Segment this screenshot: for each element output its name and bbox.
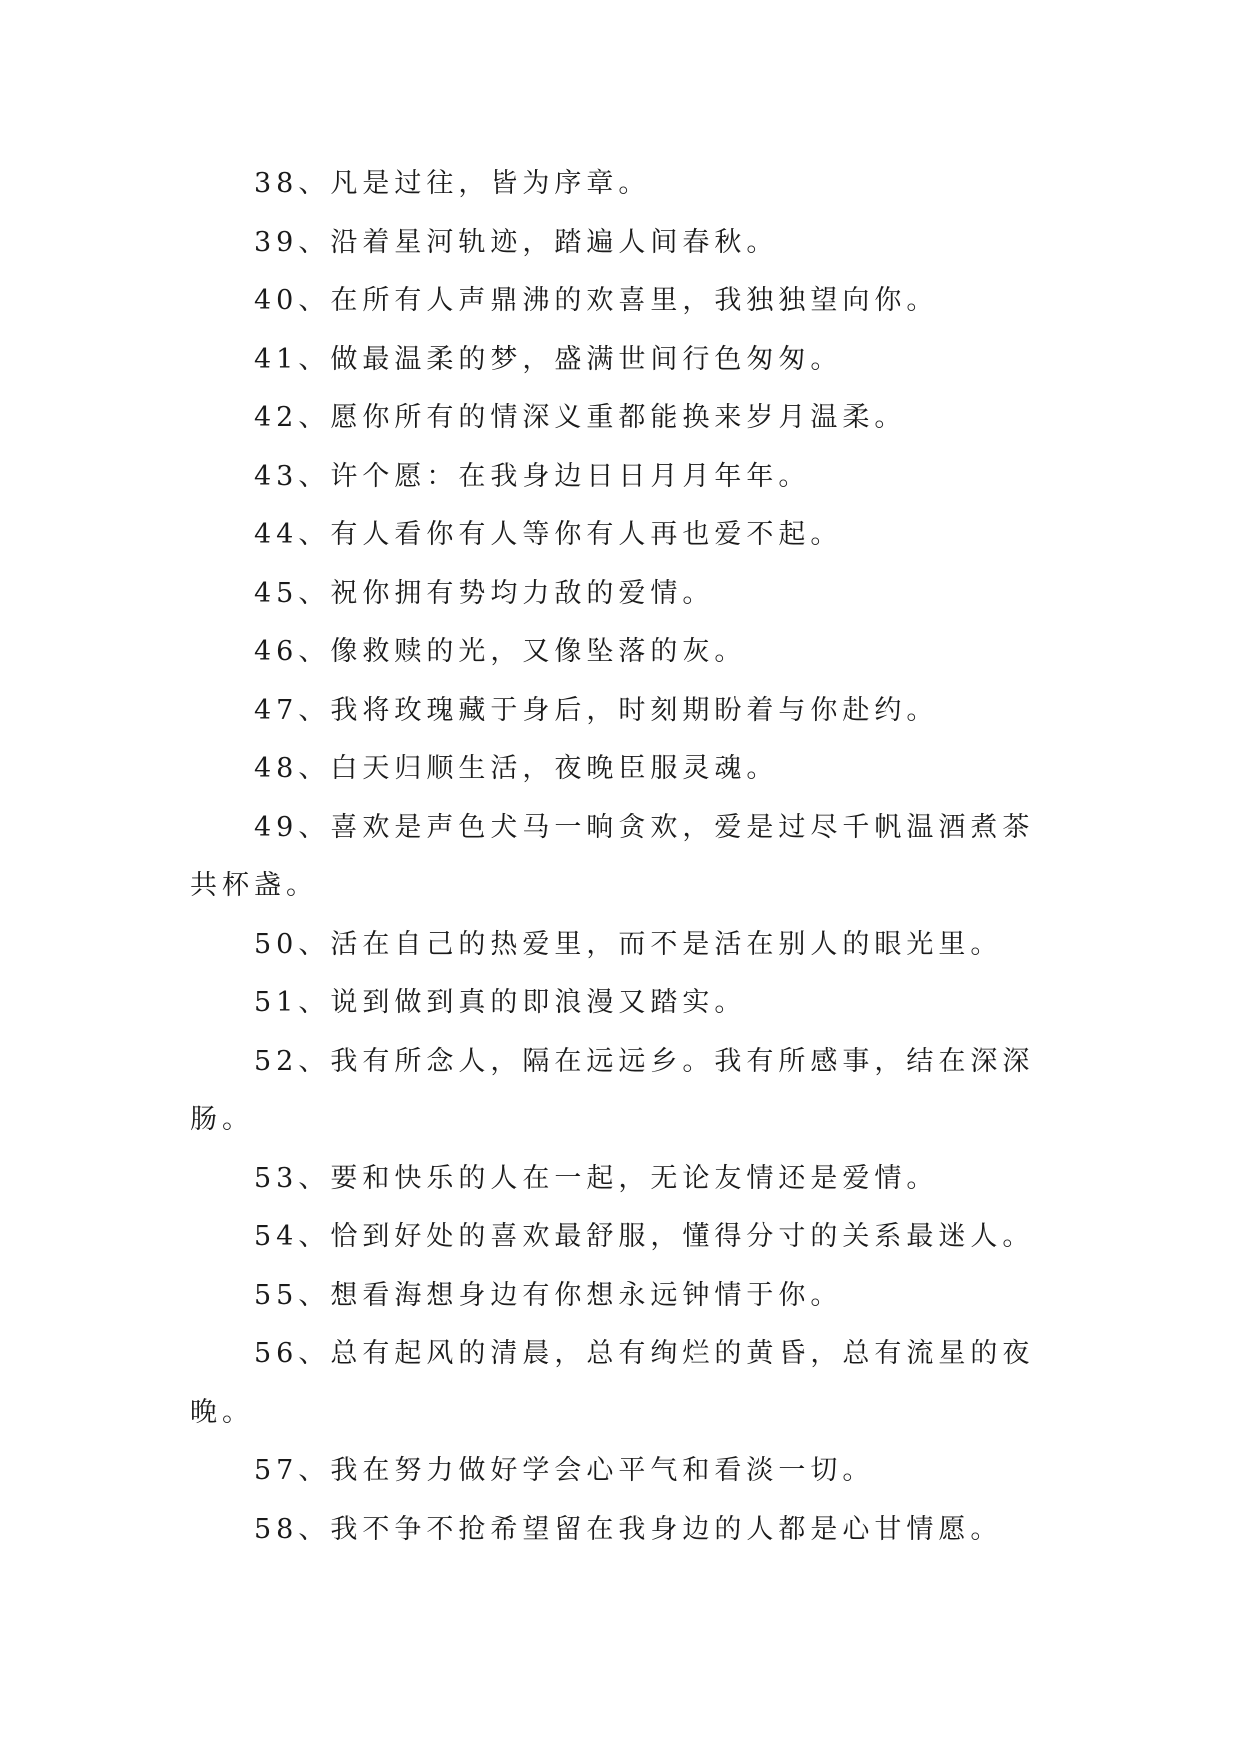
- list-item-56: 56、总有起风的清晨，总有绚烂的黄昏，总有流星的夜晚。: [190, 1338, 1035, 1428]
- list-item-55: 55、想看海想身边有你想永远钟情于你。: [254, 1279, 843, 1311]
- list-item-47: 47、我将玫瑰藏于身后，时刻期盼着与你赴约。: [254, 694, 939, 726]
- list-item-42: 42、愿你所有的情深义重都能换来岁月温柔。: [254, 402, 907, 433]
- list-item-51: 51、说到做到真的即浪漫又踏实。: [254, 987, 747, 1018]
- list-item-43: 43、许个愿：在我身边日日月月年年。: [254, 460, 811, 492]
- list-item-44: 44、有人看你有人等你有人再也爱不起。: [254, 519, 843, 550]
- list-item-45: 45、祝你拥有势均力敌的爱情。: [254, 577, 715, 609]
- list-item-40: 40、在所有人声鼎沸的欢喜里，我独独望向你。: [254, 285, 939, 316]
- list-item-52: 52、我有所念人，隔在远远乡。我有所感事，结在深深肠。: [190, 1045, 1035, 1135]
- list-item-49: 49、喜欢是声色犬马一晌贪欢，爱是过尽千帆温酒煮茶共杯盏。: [190, 811, 1035, 901]
- quote-list: [190, 155, 1060, 1559]
- list-item-58: 58、我不争不抢希望留在我身边的人都是心甘情愿。: [254, 1513, 1003, 1545]
- list-item-57: 57、我在努力做好学会心平气和看淡一切。: [254, 1455, 875, 1486]
- list-item-39: 39、沿着星河轨迹，踏遍人间春秋。: [254, 226, 779, 258]
- list-item-46: 46、像救赎的光，又像坠落的灰。: [254, 636, 747, 667]
- list-item-50: 50、活在自己的热爱里，而不是活在别人的眼光里。: [254, 928, 1003, 960]
- list-item-48: 48、白天归顺生活，夜晚臣服灵魂。: [254, 753, 779, 784]
- list-item-38: 38、凡是过往，皆为序章。: [254, 168, 651, 199]
- list-item-53: 53、要和快乐的人在一起，无论友情还是爱情。: [254, 1162, 939, 1194]
- list-item-41: 41、做最温柔的梦，盛满世间行色匆匆。: [254, 343, 843, 375]
- list-item-54: 54、恰到好处的喜欢最舒服，懂得分寸的关系最迷人。: [254, 1221, 1035, 1252]
